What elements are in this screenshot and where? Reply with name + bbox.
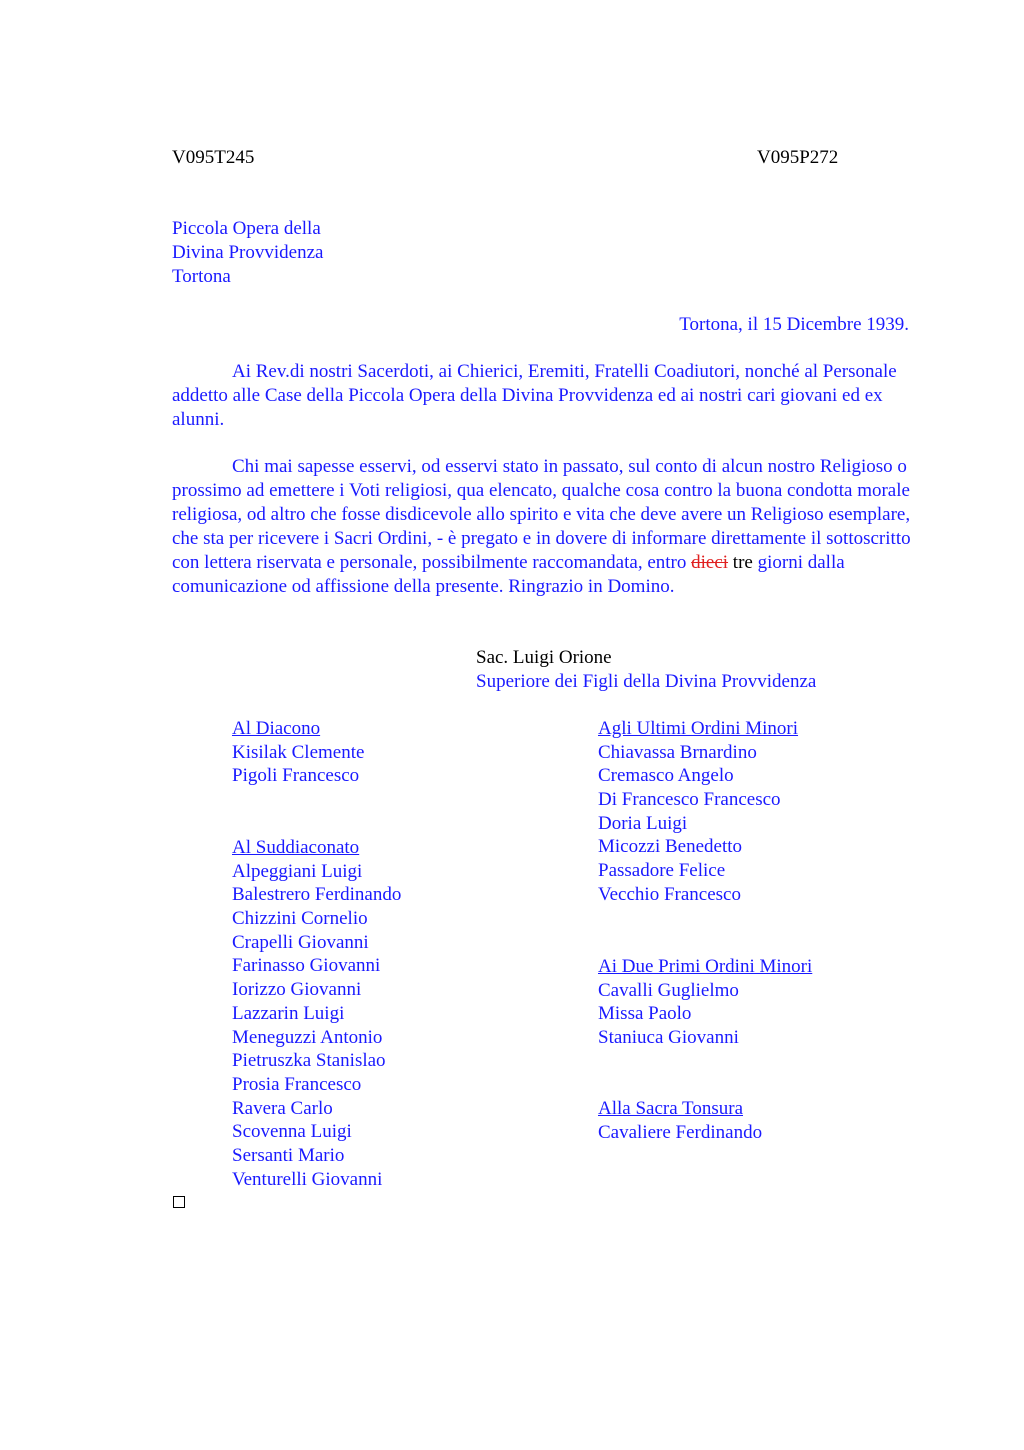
list-item: Chizzini Cornelio — [232, 908, 368, 930]
list-heading: Al Diacono — [232, 718, 321, 739]
list-item: Farinasso Giovanni — [232, 955, 381, 977]
list-item: Cavalli Guglielmo — [598, 979, 739, 1001]
letterhead — [172, 217, 323, 289]
list-item: Passadore Felice — [598, 860, 726, 882]
letterhead-line-1: Piccola Opera della — [172, 218, 321, 239]
list-item: Lazzarin Luigi — [232, 1002, 345, 1024]
list-item: Di Francesco Francesco — [598, 789, 781, 811]
body-paragraph — [172, 455, 932, 599]
list-item: Staniuca Giovanni — [598, 1027, 739, 1049]
letter-date: Tortona, il 15 Dicembre 1939. — [679, 314, 909, 335]
address-paragraph — [172, 360, 932, 432]
list-heading: Agli Ultimi Ordini Minori — [598, 718, 799, 739]
list-item: Pigoli Francesco — [232, 765, 360, 787]
list-ultimi-ordini-minori — [598, 717, 798, 907]
list-suddiaconato — [232, 836, 401, 1191]
list-item: Chiavassa Brnardino — [598, 741, 757, 763]
list-primi-ordini-minori — [598, 955, 812, 1050]
list-item: Crapelli Giovanni — [232, 931, 369, 953]
list-item: Scovenna Luigi — [232, 1121, 352, 1143]
list-heading: Ai Due Primi Ordini Minori — [598, 956, 813, 977]
signature-title: Superiore dei Figli della Divina Provvidenza — [476, 671, 817, 692]
list-item: Ravera Carlo — [232, 1097, 333, 1119]
box-marker — [173, 1196, 185, 1208]
document-code-left: V095T245 — [172, 147, 255, 168]
list-item: Prosia Francesco — [232, 1073, 362, 1095]
list-item: Vecchio Francesco — [598, 883, 741, 905]
body-text-part2: giorni dalla comunicazione od affissione della presente. Ringrazio in Domino. — [172, 552, 845, 597]
list-item: Micozzi Benedetto — [598, 836, 743, 858]
body-text-part1: Chi mai sapesse esservi, od esservi stato in passato, sul conto di alcun nostro Religioso o prossimo ad emettere i Voti religiosi, qua elencato, qualche cosa contro la buona condotta morale religiosa, od altro che fosse disdicevole allo spirito e vita che deve avere un Religioso esemplare, che sta per ricevere i Sacri Ordini, - è pregato e in dovere di informare direttamente il sottoscritto con lettera riservata e personale, possibilmente raccomandata, entro — [172, 456, 911, 573]
document-code-right: V095P272 — [757, 147, 839, 168]
list-heading: Al Suddiaconato — [232, 837, 360, 858]
list-heading: Alla Sacra Tonsura — [598, 1098, 743, 1119]
letterhead-line-2: Divina Provvidenza — [172, 242, 324, 263]
list-item: Pietruszka Stanislao — [232, 1050, 386, 1072]
struck-word: dieci — [691, 552, 729, 573]
list-item: Alpeggiani Luigi — [232, 860, 363, 882]
letterhead-line-3: Tortona — [172, 266, 231, 287]
signature-name: Sac. Luigi Orione — [476, 647, 612, 668]
list-item: Meneguzzi Antonio — [232, 1026, 383, 1048]
address-paragraph-text: Ai Rev.di nostri Sacerdoti, ai Chierici, Eremiti, Fratelli Coadiutori, nonché al Personale addetto alle Case della Piccola Opera della Divina Provvidenza ed ai nostri cari giovani ed ex alunni. — [172, 361, 897, 430]
list-item: Iorizzo Giovanni — [232, 979, 362, 1001]
list-item: Venturelli Giovanni — [232, 1168, 383, 1190]
list-item: Missa Paolo — [598, 1003, 692, 1025]
list-item: Balestrero Ferdinando — [232, 884, 402, 906]
list-item: Doria Luigi — [598, 812, 688, 834]
list-item: Cremasco Angelo — [598, 765, 734, 787]
correction-word: tre — [732, 552, 753, 573]
list-item: Kisilak Clemente — [232, 741, 365, 763]
list-item: Cavaliere Ferdinando — [598, 1121, 763, 1143]
list-item: Sersanti Mario — [232, 1144, 345, 1166]
list-sacra-tonsura — [598, 1097, 762, 1144]
signature-block — [476, 646, 816, 694]
list-diacono — [232, 717, 364, 788]
